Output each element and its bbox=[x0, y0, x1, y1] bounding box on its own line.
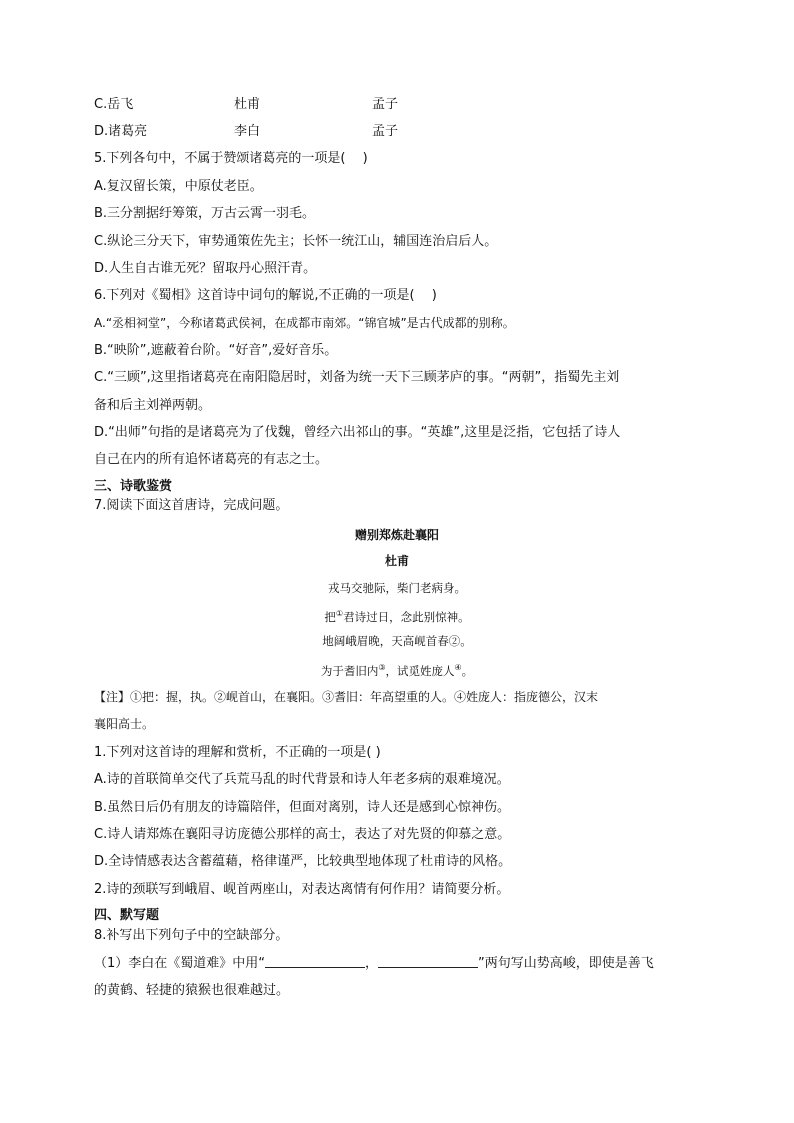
q5-option-d: D.人生自古谁无死？留取丹心照汗青。 bbox=[94, 261, 317, 276]
q5-stem: 5.下列各句中，不属于赞颂诸葛亮的一项是( ) bbox=[94, 151, 368, 166]
q6-option-c-line1: C.“三顾”,这里指诸葛亮在南阳隐居时，刘备为统一天下三顾茅庐的事。“两朝”，指蜀先主刘 bbox=[94, 370, 620, 385]
q4-option-c-label: C.岳飞 bbox=[94, 97, 134, 112]
q6-option-c-line2: 备和后主刘禅两朝。 bbox=[94, 398, 212, 413]
poem-note-line1: 【注】①把：握，执。②岘首山，在襄阳。③耆旧：年高望重的人。④姓庞人：指庞德公，汉末 bbox=[94, 690, 599, 704]
poem-line-4: 为于耆旧内③，试觅姓庞人④。 bbox=[320, 663, 474, 678]
q6-option-b: B.“映阶”,遮蔽着台阶。“好音”,爱好音乐。 bbox=[94, 343, 338, 358]
q4-option-c-b: 孟子 bbox=[372, 97, 399, 112]
q8-stem: 8.补写出下列句子中的空缺部分。 bbox=[94, 928, 289, 943]
poem-line-1: 戎马交驰际，柴门老病身。 bbox=[328, 581, 466, 595]
poem-line-2 bbox=[0, 606, 794, 625]
fill-blank-2[interactable] bbox=[378, 955, 478, 968]
q7-sub2: 2.诗的颈联写到峨眉、岘首两座山，对表达离情有何作用？请简要分析。 bbox=[94, 882, 510, 897]
q6-option-d-line1: D.“出师”句指的是诸葛亮为了伐魏，曾经六出祁山的事。“英雄”,这里是泛指，它包括了诗人 bbox=[94, 425, 621, 440]
q7-sub1-stem: 1.下列对这首诗的理解和赏析，不正确的一项是( ) bbox=[94, 745, 381, 760]
footnote-mark-2: ② bbox=[448, 634, 461, 648]
poem-line-4-a: 为于耆旧内 bbox=[320, 663, 379, 678]
q7-sub1-option-b: B.虽然日后仍有朋友的诗篇陪伴，但面对离别，诗人还是感到心惊神伤。 bbox=[94, 800, 511, 815]
q7-sub1-option-d: D.全诗情感表达含蓄蕴藉，格律谨严，比较典型地体现了杜甫诗的风格。 bbox=[94, 854, 512, 869]
q7-sub1-option-a: A.诗的首联简单交代了兵荒马乱的时代背景和诗人年老多病的艰难境况。 bbox=[94, 772, 510, 787]
q8-item1-separator: ， bbox=[365, 956, 379, 971]
footnote-mark-1: ① bbox=[335, 609, 344, 618]
poem-note-line2: 襄阳高士。 bbox=[94, 717, 155, 731]
q6-option-a: A.“丞相祠堂”，今称诸葛武侯祠，在成都市南郊。“锦官城”是古代成都的别称。 bbox=[94, 316, 515, 330]
section-4-heading: 四、默写题 bbox=[94, 908, 160, 923]
poem-line-3-a: 地阔峨眉晚，天高岘首春 bbox=[322, 634, 449, 648]
fill-blank-1[interactable] bbox=[265, 955, 365, 968]
section-3-heading: 三、诗歌鉴赏 bbox=[94, 479, 173, 494]
q8-item1-line1 bbox=[94, 955, 654, 973]
q5-option-b: B.三分割据纡筹策，万古云霄一羽毛。 bbox=[94, 206, 316, 221]
poem-line-3: 地阔峨眉晚，天高岘首春②。 bbox=[322, 634, 472, 648]
q4-option-d-b: 孟子 bbox=[372, 124, 399, 139]
q5-option-a: A.复汉留长策，中原仗老臣。 bbox=[94, 179, 263, 194]
footnote-mark-4: ④ bbox=[454, 663, 462, 672]
q8-item1-suffix: ”两句写山势高峻，即使是善飞 bbox=[478, 956, 654, 971]
q7-stem: 7.阅读下面这首唐诗，完成问题。 bbox=[94, 498, 289, 513]
q4-option-d-label: D.诸葛亮 bbox=[94, 124, 148, 139]
q8-item1-prefix: （1）李白在《蜀道难》中用“ bbox=[94, 956, 266, 971]
poem-line-2-a: 把 bbox=[324, 609, 336, 624]
q7-sub1-option-c: C.诗人请郑炼在襄阳寻访庞德公那样的高士，表达了对先贤的仰慕之意。 bbox=[94, 827, 511, 842]
poem-line-4-b: ，试觅姓庞人 bbox=[385, 663, 455, 678]
poem-title: 赠别郑炼赴襄阳 bbox=[354, 528, 439, 542]
q6-option-d-line2: 自己在内的所有追怀诸葛亮的有志之士。 bbox=[94, 452, 329, 467]
q4-option-c-a: 杜甫 bbox=[234, 97, 261, 112]
poem-author: 杜甫 bbox=[384, 554, 409, 568]
q4-option-d-a: 李白 bbox=[234, 124, 261, 139]
q8-item1-line2: 的黄鹤、轻捷的猿猴也很难越过。 bbox=[94, 983, 290, 998]
q5-option-c: C.纵论三分天下，审势通策佐先主；长怀一统江山，辅国连治启后人。 bbox=[94, 234, 498, 249]
poem-line-2-b: 君诗过日，念此别惊神。 bbox=[343, 609, 470, 624]
q6-stem: 6.下列对《蜀相》这首诗中词句的解说,不正确的一项是( ) bbox=[94, 288, 437, 303]
footnote-mark-3: ③ bbox=[378, 663, 386, 672]
